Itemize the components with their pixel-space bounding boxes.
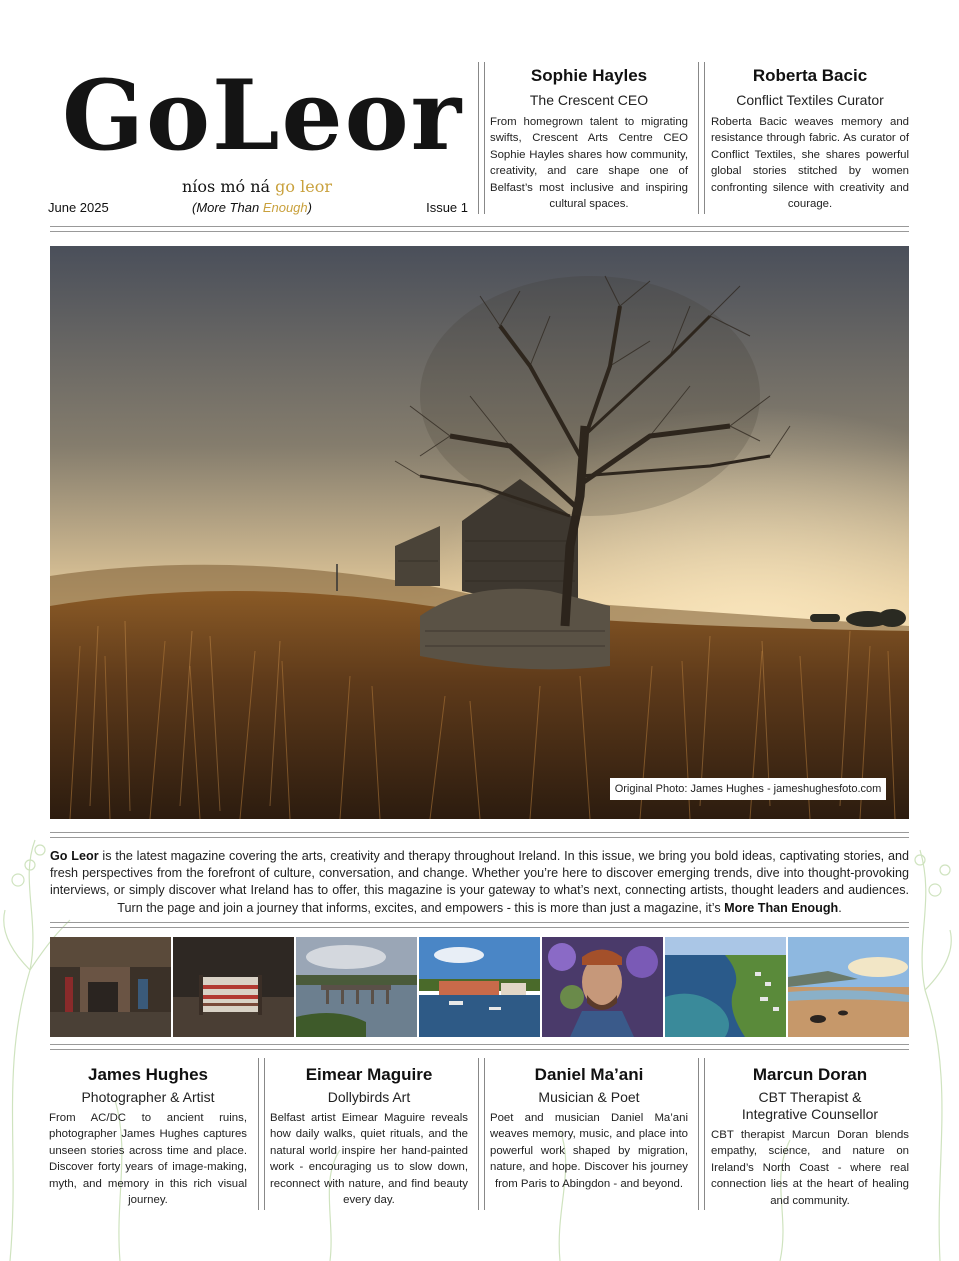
thumbnail-harbour-town[interactable] (419, 937, 540, 1037)
intro-lead: Go Leor (50, 849, 99, 863)
column-divider (478, 1058, 485, 1210)
feature-blurb: Belfast artist Eimear Maguire reveals how daily walks, quiet rituals, and the natural world inspire her hand-painted work - encouraging us to slow down, reconnect with nature, and find beauty every day. (270, 1112, 468, 1207)
thumbnail-cottage-interior[interactable] (50, 937, 171, 1037)
subtitle-accent: Enough (262, 200, 308, 215)
feature-marcun-doran[interactable] (711, 1065, 909, 1209)
feature-blurb: From homegrown talent to migrating swifts, Crescent Arts Centre CEO Sophie Hayles shares how community, creativity, and care shape one of Belfast’s most inclusive and inspiring cultural spaces. (490, 116, 688, 211)
magazine-logo: GoLeor (62, 59, 464, 172)
hero-photo (50, 246, 909, 819)
feature-name: Daniel Ma’ani (534, 1065, 644, 1084)
feature-blurb: Poet and musician Daniel Ma’ani weaves memory, music, and place into powerful work shaped by migration, nature, and hope. Discover his journey from Paris to Abingdon - and beyond. (490, 1112, 688, 1190)
feature-role: Photographer & Artist (81, 1089, 215, 1105)
feature-daniel-maani[interactable] (490, 1065, 688, 1192)
feature-name: James Hughes (88, 1065, 208, 1084)
tagline-irish: níos mó ná (182, 177, 276, 196)
column-divider (478, 62, 485, 214)
feature-blurb: Roberta Bacic weaves memory and resistance through fabric. As curator of Conflict Textiles, she shares powerful global stories stitched by women confronting silence with creativity and courage. (711, 116, 909, 211)
feature-role: Musician & Poet (538, 1089, 640, 1105)
tagline-irish-accent: go leor (275, 177, 332, 196)
issue-date: June 2025 (48, 200, 109, 215)
feature-role: CBT Therapist & Integrative Counsellor (741, 1089, 879, 1122)
feature-blurb: CBT therapist Marcun Doran blends empathy, science, and nature on Ireland’s North Coast - where real connection lies at the heart of healing and community. (711, 1129, 909, 1207)
masthead (48, 60, 468, 220)
feature-name: Sophie Hayles (530, 66, 648, 85)
feature-name: Eimear Maguire (305, 1065, 433, 1084)
subtitle-translation (192, 200, 312, 215)
intro-top-rule (50, 832, 909, 838)
feature-blurb: From AC/DC to ancient ruins, photographer James Hughes captures unseen stories across time and place. Discover forty years of image-making, myth, and memory in this rich visual journey. (49, 1112, 247, 1207)
intro-bottom-rule (50, 922, 909, 928)
features-top-rule (50, 1044, 909, 1050)
feature-roberta-bacic[interactable] (711, 66, 909, 212)
issue-number: Issue 1 (426, 200, 468, 215)
intro-period: . (838, 900, 842, 915)
intro-closing: More Than Enough (724, 900, 839, 915)
intro-paragraph (50, 848, 909, 917)
feature-name: Marcun Doran (752, 1065, 868, 1084)
feature-role: The Crescent CEO (529, 92, 649, 108)
feature-role: Dollybirds Art (327, 1089, 411, 1105)
thumbnail-bed-quilts[interactable] (173, 937, 294, 1037)
header-rule (50, 226, 909, 232)
intro-body: is the latest magazine covering the arts, creativity and therapy throughout Ireland. In this issue, we bring you bold ideas, captivating stories, and fresh perspectives from the forefront of culture, conversation, and change. Whether you’re here to discover emerging trends, dive into thought-provoking interviews, or simply discover what Ireland has to offer, this magazine is your gateway to what’s next, connecting artists, thought leaders and audiences. Turn the page and join a journey that informs, excites, and empowers - this is more than just a magazine, it’s (50, 849, 910, 915)
photo-credit: Original Photo: James Hughes - jameshughesfoto.com (610, 778, 886, 800)
thumbnail-coast-aerial[interactable] (665, 937, 786, 1037)
thumbnail-strip (50, 937, 909, 1037)
column-divider (698, 1058, 705, 1210)
column-divider (258, 1058, 265, 1210)
feature-role: Conflict Textiles Curator (736, 92, 884, 108)
thumbnail-river-bridge[interactable] (296, 937, 417, 1037)
subtitle-close: ) (307, 200, 312, 215)
feature-eimear-maguire[interactable] (270, 1065, 468, 1208)
tagline (182, 177, 332, 196)
feature-sophie-hayles[interactable] (490, 66, 688, 212)
feature-name: Roberta Bacic (752, 66, 868, 85)
ruin-and-tree-photo (50, 246, 909, 819)
feature-james-hughes[interactable] (49, 1065, 247, 1208)
thumbnail-portrait[interactable] (542, 937, 663, 1037)
column-divider (698, 62, 705, 214)
subtitle-open: (More Than (192, 200, 263, 215)
thumbnail-beach-sunset[interactable] (788, 937, 909, 1037)
